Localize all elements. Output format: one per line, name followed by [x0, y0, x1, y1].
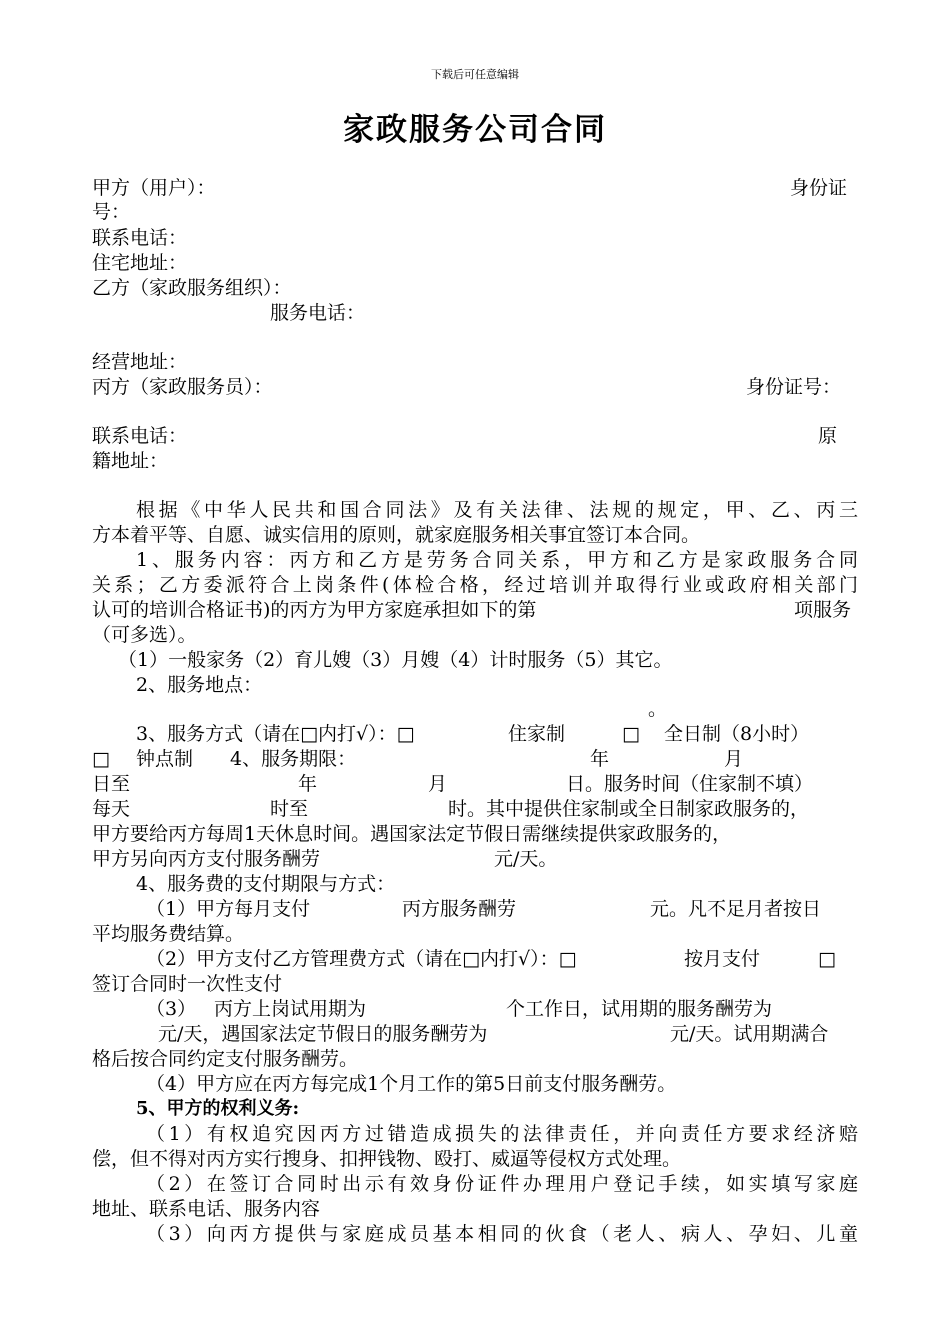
- daily-hours-end: 时。其中提供住家制或全日制家政服务的，: [448, 798, 810, 820]
- party-b-label: 乙方（家政服务组织）：: [92, 277, 292, 299]
- clause-4-payment-heading: 4、服务费的支付期限与方式：: [136, 873, 396, 895]
- header-note: 下载后可任意编辑: [431, 68, 519, 81]
- rest-day-line: 甲方要给丙方每周1天休息时间。遇国家法定节假日需继续提供家政服务的，: [92, 823, 732, 845]
- clause-1-line-3b: 项服务: [794, 599, 852, 621]
- id-number-c-label: 身份证号：: [746, 376, 842, 398]
- home-address-label: 住宅地址：: [92, 252, 188, 274]
- origin-address-label-2: 籍地址：: [92, 450, 169, 472]
- id-number-label-2: 号：: [92, 201, 131, 223]
- payment-3a: （3）: [146, 998, 197, 1020]
- payment-3b: 丙方上岗试用期为: [214, 998, 367, 1020]
- business-address-label: 经营地址：: [92, 351, 188, 373]
- clause-2-service-location: 2、服务地点：: [136, 674, 263, 696]
- clause-5-heading: 5、甲方的权利义务:: [136, 1098, 300, 1119]
- checkbox-hourly: □: [92, 748, 110, 770]
- rights-2-line-1: （2）在签订合同时出示有效身份证件办理用户登记手续，如实填写家庭: [146, 1173, 858, 1195]
- rights-1-line-2: 偿，但不得对丙方实行搜身、扣押钱物、殴打、威逼等侵权方式处理。: [92, 1148, 682, 1170]
- term-end-day: 日。服务时间（住家制不填）: [566, 773, 814, 795]
- document-title: 家政服务公司合同: [343, 112, 607, 148]
- term-start-year: 年: [590, 748, 610, 770]
- clause-4-term-label: 4、服务期限：: [230, 748, 357, 770]
- term-end-month: 月: [428, 773, 448, 795]
- service-options: （1）一般家务（2）育儿嫂（3）月嫂（4）计时服务（5）其它。: [118, 649, 673, 671]
- phone-c-label: 联系电话：: [92, 425, 188, 447]
- payment-3-cont: 格后按合同约定支付服务酬劳。: [92, 1048, 359, 1070]
- origin-address-label-1: 原: [818, 425, 838, 447]
- daily-hours-label: 每天: [92, 798, 131, 820]
- option-live-in: 住家制: [508, 723, 566, 745]
- term-start-day: 日至: [92, 773, 131, 795]
- rights-1-line-1: （1）有权追究因丙方过错造成损失的法律责任，并向责任方要求经济赔: [146, 1123, 858, 1145]
- payment-4: （4）甲方应在丙方每完成1个月工作的第5日前支付服务酬劳。: [146, 1073, 677, 1095]
- option-hourly: 钟点制: [136, 748, 194, 770]
- clause-1-line-2: 关系；乙方委派符合上岗条件(体检合格，经过培训并取得行业或政府相关部门: [92, 574, 858, 596]
- service-phone-label: 服务电话：: [270, 302, 366, 324]
- phone-a-label: 联系电话：: [92, 227, 188, 249]
- party-a-label: 甲方（用户）：: [92, 177, 216, 199]
- id-number-label-1: 身份证: [790, 177, 848, 199]
- payment-2a: （2）甲方支付乙方管理费方式（请在□内打√）：□: [146, 948, 577, 970]
- payment-3e: 元/天。试用期满合: [670, 1023, 829, 1045]
- rights-2-line-2: 地址、联系电话、服务内容: [92, 1198, 321, 1220]
- term-end-year: 年: [298, 773, 318, 795]
- clause-3-service-mode: 3、服务方式（请在□内打√）：□: [136, 723, 415, 745]
- holiday-pay-unit: 元/天。: [494, 848, 558, 870]
- party-c-label: 丙方（家政服务员）：: [92, 376, 273, 398]
- daily-hours-to: 时至: [270, 798, 309, 820]
- payment-1b: 丙方服务酬劳: [402, 898, 517, 920]
- payment-1-cont: 平均服务费结算。: [92, 923, 245, 945]
- checkbox-full-day: □: [622, 723, 640, 745]
- payment-2-one-time: 签订合同时一次性支付: [92, 973, 283, 995]
- clause-1-line-3a: 认可的培训合格证书)的丙方为甲方家庭承担如下的第: [92, 599, 537, 621]
- payment-2-checkbox: □: [818, 948, 836, 970]
- payment-1c: 元。凡不足月者按日: [650, 898, 822, 920]
- payment-1a: （1）甲方每月支付: [146, 898, 311, 920]
- rights-3-line-1: （3）向丙方提供与家庭成员基本相同的伙食（老人、病人、孕妇、儿童: [146, 1223, 858, 1245]
- clause-1-line-4: （可多选）。: [92, 624, 197, 646]
- clause-1-line-1: 1、服务内容：丙方和乙方是劳务合同关系，甲方和乙方是家政服务合同: [136, 549, 858, 571]
- option-full-day: 全日制（8小时）: [664, 723, 810, 745]
- term-start-month: 月: [724, 748, 744, 770]
- payment-2-monthly: 按月支付: [684, 948, 761, 970]
- payment-3c: 个工作日，试用期的服务酬劳为: [506, 998, 773, 1020]
- clause-2-period: 。: [648, 698, 668, 720]
- payment-3d: 元/天，遇国家法定节假日的服务酬劳为: [158, 1023, 488, 1045]
- preamble-line-2: 方本着平等、自愿、诚实信用的原则，就家庭服务相关事宜签订本合同。: [92, 524, 701, 546]
- preamble-line-1: 根据《中华人民共和国合同法》及有关法律、法规的规定，甲、乙、丙三: [136, 499, 858, 521]
- holiday-pay-label: 甲方另向丙方支付服务酬劳: [92, 848, 321, 870]
